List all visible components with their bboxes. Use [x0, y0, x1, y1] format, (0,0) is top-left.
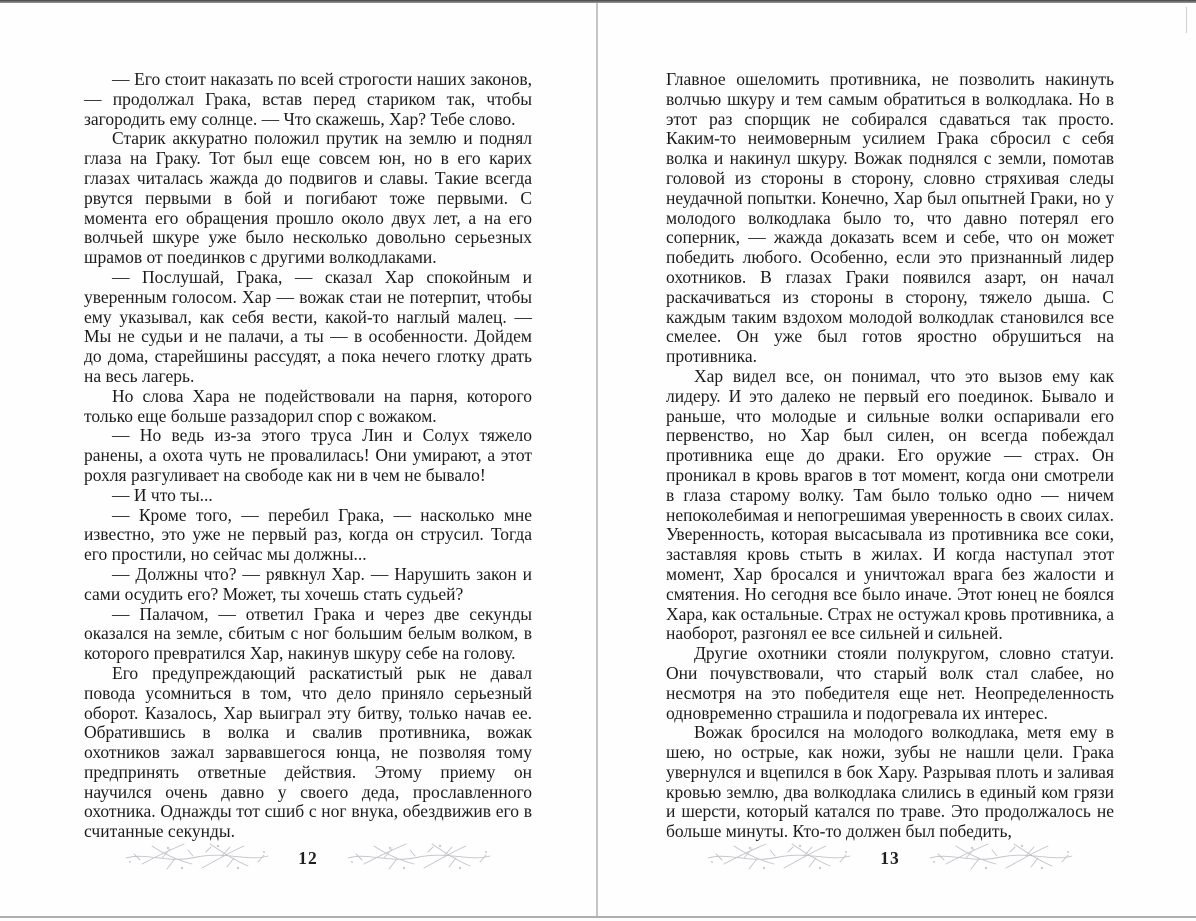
paragraph: — Послушай, Грака, — сказал Хар спокойным и уверенным голосом. Хар — вожак стаи не потерпит, чтобы ему указывал, как себя вести, какой-то наглый малец. — Мы не судьи и не палачи, а ты — в особенности. Дойдем до дома, старейшины рассудят, а пока нечего глотку драть на весь лагерь. — [84, 266, 532, 386]
page-number: 13 — [880, 847, 900, 868]
page-left-footer — [84, 834, 532, 882]
paragraph: Старик аккуратно положил прутик на землю и поднял глаза на Граку. Тот был еще совсем юн, но в его карих глазах читалась жажда до подвигов и славы. Такие всегда рвутся первыми в бой и погибают тоже первыми. С момента его обращения прошло около двух лет, а на его волчьей шкуре уже было несколько довольно серьезных шрамов от поединков с другими волкодлаками. — [84, 128, 532, 268]
paragraph: Другие охотники стояли полукругом, словно статуи. Они почувствовали, что старый волк стал слабее, но несмотря на это победителя еще нет. Неопределенность одновременно страшила и подогревала их интерес. — [666, 643, 1114, 723]
paragraph: Его предупреждающий раскатистый рык не давал повода усомниться в том, что дело приняло серьезный оборот. Казалось, Хар выиграл эту битву, только начав ее. Обратившись в волка и свалив противника, вожак охотников зажал зарвавшегося юнца, не позволяя тому предпринять ответные действия. Этому приему он научился очень давно у своего деда, прославленного охотника. Однажды тот сшиб с ног внука, обездвижив его в считанные секунды. — [84, 662, 532, 842]
paragraph: — Кроме того, — перебил Грака, — насколько мне известно, это уже не первый раз, когда он струсил. Тогда его простили, но сейчас мы должны... — [84, 504, 532, 565]
paragraph: — Но ведь из-за этого труса Лин и Солух тяжело ранены, а охота чуть не провалилась! Они умирают, а этот рохля разгуливает на свободе как ни в чем не бывало! — [84, 425, 532, 485]
paragraph: — Его стоит наказать по всей строгости наших законов, — продолжал Грака, встав перед стариком так, чтобы загородить ему солнце. — Что скажешь, Хар? Тебе слово. — [84, 69, 532, 129]
floral-ornament-icon — [926, 838, 1076, 878]
paragraph: — Должны что? — рявкнул Хар. — Нарушить закон и сами осудить его? Может, ты хочешь стать судьей? — [84, 563, 532, 604]
paragraph: Хар видел все, он понимал, что это вызов ему как лидеру. И это далеко не первый его поединок. Бывало и раньше, что молодые и сильные волки оспаривали его первенство, но Хар был силен, он всегда побеждал противника еще до драки. Его оружие — страх. Он проникал в кровь врагов в тот момент, когда они смотрели в глаза старому волку. Там было только одно — ничем непоколебимая и непогрешимая уверенность в своих силах. Уверенность, которая высасывала из противника все соки, заставляя кровь стыть в жилах. И когда наступал этот момент, Хар бросался и уничтожал врага без жалости и смятения. Но сегодня все было иначе. Этот юнец не боялся Хара, как остальные. Страх не остужал кровь противника, а наоборот, разгонял ее все сильней и сильней. — [666, 365, 1114, 644]
paragraph: Вожак бросился на молодого волкодлака, метя ему в шею, но острые, как ножи, зубы не нашли цели. Грака увернулся и вцепился в бок Хару. Разрывая плоть и заливая кровью землю, два волкодлака слились в единый ком грязи и шерсти, который катался по траве. Это продолжалось не больше минуты. Кто-то должен был победить, — [666, 722, 1114, 842]
paragraph: — Палачом, — ответил Грака и через две секунды оказался на земле, сбитым с ног большим белым волком, в которого превратился Хар, накинув шкуру себе на голову. — [84, 603, 532, 664]
page-number: 12 — [298, 847, 318, 868]
page-right-footer — [666, 834, 1114, 882]
page-left-text — [84, 70, 532, 842]
page-right — [598, 0, 1196, 921]
floral-ornament-icon — [344, 838, 494, 878]
paragraph: Но слова Хара не подействовали на парня, которого только еще больше раззадорил спор с вожаком. — [84, 385, 532, 426]
paragraph: Главное ошеломить противника, не позволить накинуть волчью шкуру и тем самым обратиться в волкодлака. Но в этот раз спорщик не собирался сдаваться так просто. Каким-то неимоверным усилием Грака сбросил с себя волка и накинул шкуру. Вожак поднялся с земли, помотав головой из стороны в сторону, словно стряхивая следы неудачной попытки. Конечно, Хар был опытней Граки, но у молодого волкодлака было то, что давно потерял его соперник, — жажда доказать всем и себе, что он может победить любого. Особенно, если это признанный лидер охотников. В глазах Граки появился азарт, он начал раскачиваться из стороны в сторону, тяжело дыша. С каждым таким вздохом молодой волкодлак становился все смелее. Он уже был готов яростно обрушиться на противника. — [666, 69, 1114, 367]
paragraph: — И что ты... — [112, 484, 213, 505]
floral-ornament-icon — [122, 838, 272, 878]
floral-ornament-icon — [704, 838, 854, 878]
page-right-text — [666, 70, 1114, 842]
